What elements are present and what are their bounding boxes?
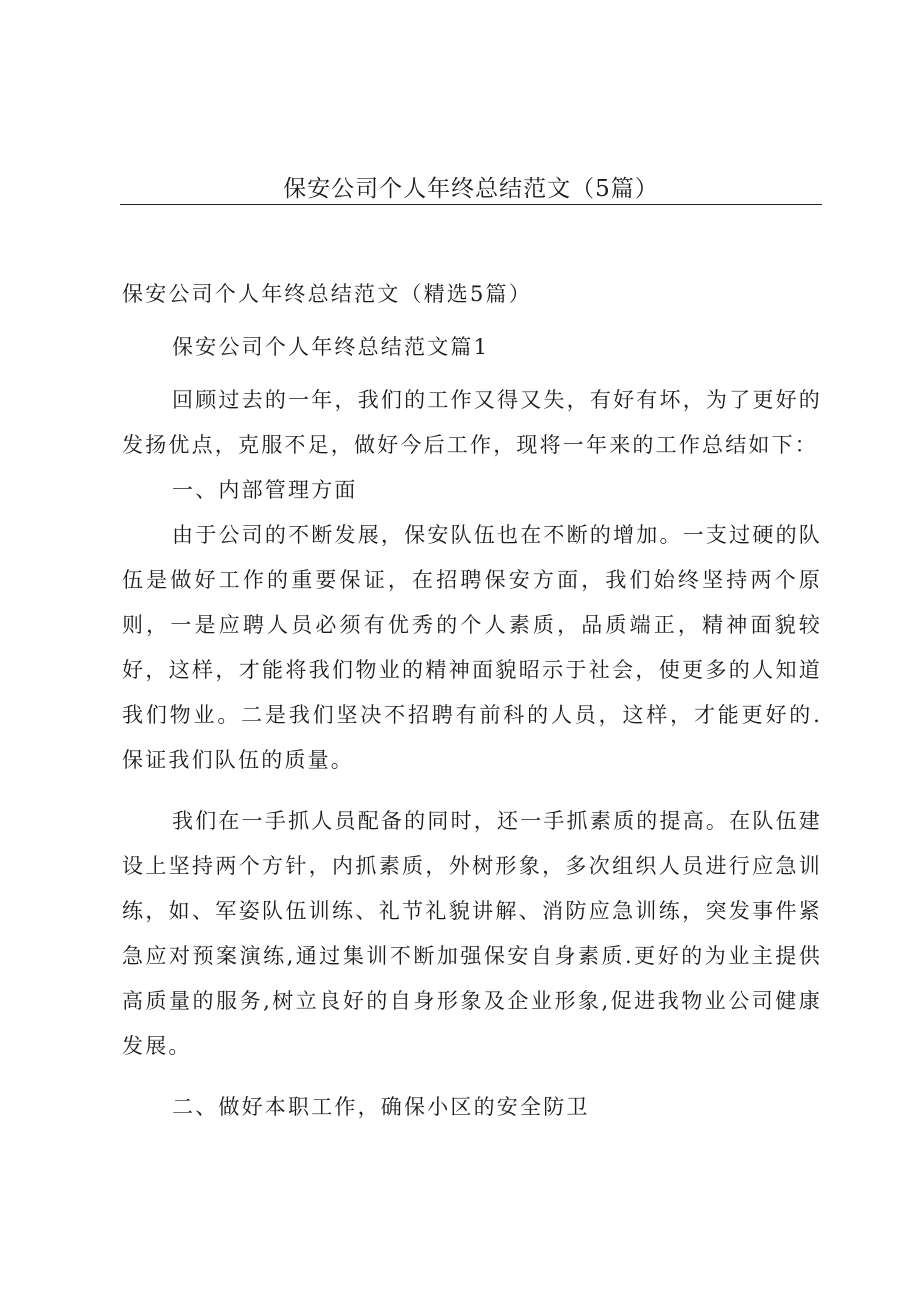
paragraph-recruitment: 由于公司的不断发展，保安队伍也在不断的增加。一支过硬的队伍是做好工作的重要保证，在招聘保安方面，我们始终坚持两个原则，一是应聘人员必须有优秀的个人素质，品质端正，精神面貌较好，这样，才能将我们物业的精神面貌昭示于社会，使更多的人知道我们物业。二是我们坚决不招聘有前科的人员，这样，才能更好的.保证我们队伍的质量。 [122, 523, 822, 772]
section-heading: 保安公司个人年终总结范文篇1 [172, 335, 490, 359]
document-subtitle: 保安公司个人年终总结范文（精选5篇） [122, 282, 532, 306]
paragraph-training: 我们在一手抓人员配备的同时，还一手抓素质的提高。在队伍建设上坚持两个方针，内抓素质，外树形象，多次组织人员进行应急训练，如、军姿队伍训练、礼节礼貌讲解、消防应急训练，突发事件紧急应对预案演练,通过集训不断加强保安自身素质.更好的为业主提供高质量的服务,树立良好的自身形象及企业形象,促进我物业公司健康发展。 [122, 809, 822, 1058]
paragraph-intro: 回顾过去的一年，我们的工作又得又失，有好有坏，为了更好的发扬优点，克服不足，做好今后工作，现将一年来的工作总结如下： [122, 388, 822, 457]
document-body [122, 272, 822, 1130]
title-underline [120, 204, 822, 205]
heading-internal-management: 一、内部管理方面 [172, 478, 358, 502]
heading-security-duty: 二、做好本职工作，确保小区的安全防卫 [172, 1095, 590, 1119]
document-title: 保安公司个人年终总结范文（5篇） [283, 176, 659, 202]
